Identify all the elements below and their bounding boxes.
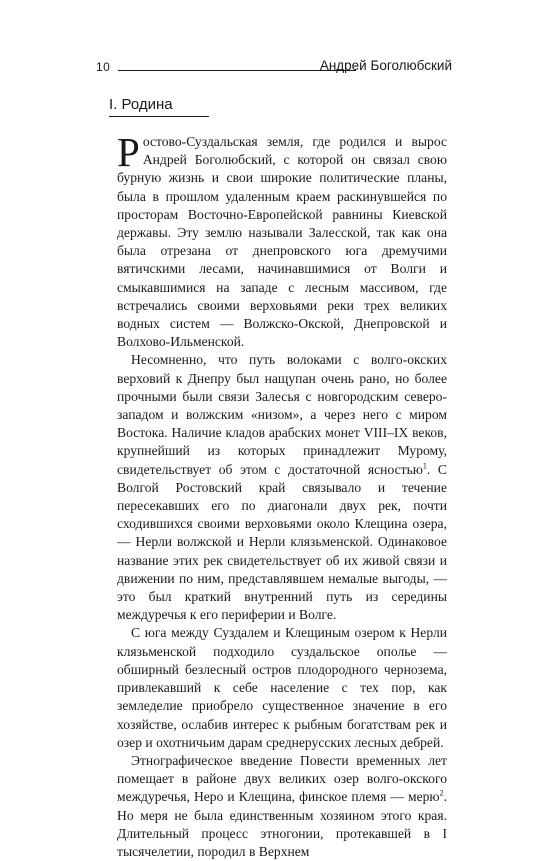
section-heading: I. Родина bbox=[109, 96, 173, 113]
paragraph-3-text: С юга между Суздалем и Клещиным озером к Нерли клязьменской подходило суздальское ополье — обширный безлесный остров плодородного чернозема, привлекавший к себе население с тех пор, как земледелие приобрело существенное значение в его хозяйстве, ослабив интерес к рыбным богатствам рек и озер и охотничьим дарам среднерусских лесных дебрей. bbox=[117, 625, 447, 750]
footnote-reference-1[interactable]: 1 bbox=[422, 461, 427, 471]
paragraph-2-text-end: . С Волгой Ростовский край связывало и течение пересекавших его по диагонали двух рек, почти сходившихся своими верховьями около Клещина озера, — Нерли волжской и Нерли клязьменской. Одинаковое название этих рек свидетельствует об их живой связи и движении по ним, представлявшем немалые выгоды, — это был краткий внутренний путь из середины междуречья к его периферии и Волге. bbox=[117, 461, 447, 623]
paragraph-3 bbox=[117, 624, 447, 751]
page-number: 10 bbox=[96, 60, 111, 74]
section-heading-rule bbox=[109, 116, 209, 117]
paragraph-4-text-start: Этнографическое введение Повести временных лет помещает в районе двух великих озер волго-окского междуречья, Неро и Клещина, финское племя — мерю bbox=[117, 752, 447, 805]
drop-cap: Р bbox=[117, 129, 140, 175]
paragraph-2 bbox=[117, 351, 447, 624]
paragraph-4 bbox=[117, 752, 447, 861]
paragraph-4-text-end: . Но меря не была единственным хозяином этого края. Длительный процесс этногонии, протекавшей в I тысячелетии, породил в Верхнем bbox=[117, 789, 447, 859]
book-title: Андрей Боголюбский bbox=[319, 58, 452, 73]
footnote-reference-2[interactable]: 2 bbox=[439, 788, 444, 798]
paragraph-1 bbox=[117, 129, 447, 351]
body-text bbox=[117, 129, 447, 861]
paragraph-1-text: остово-Суздальская земля, где родился и вырос Андрей Боголюбский, с которой он связал свою бурную жизнь и свои широкие политические планы, была в прошлом удаленным краем раскинувшейся по просторам Восточно-Европейской равнины Киевской державы. Эту землю называли Залесской, так как она была отрезана от днепровского юга дремучими вятичскими лесами, начинавшимися от Волги и смыкавшимися на западе с лесным массивом, где встречались своими верховьями реки трех великих водных систем — Волжско-Окской, Днепровской и Волхово-Ильменской. bbox=[117, 134, 447, 350]
paragraph-2-text-start: Несомненно, что путь волоками с волго-окских верховий к Днепру был нащупан очень рано, но более прочными были связи Залесья с новгородским северо-западом и волжским «низом», а через него с миром Востока. Наличие кладов арабских монет VIII–IX веков, крупнейший из которых принадлежит Мурому, свидетельствует об этом с достаточной ясностью bbox=[117, 352, 447, 477]
running-head bbox=[96, 54, 452, 78]
